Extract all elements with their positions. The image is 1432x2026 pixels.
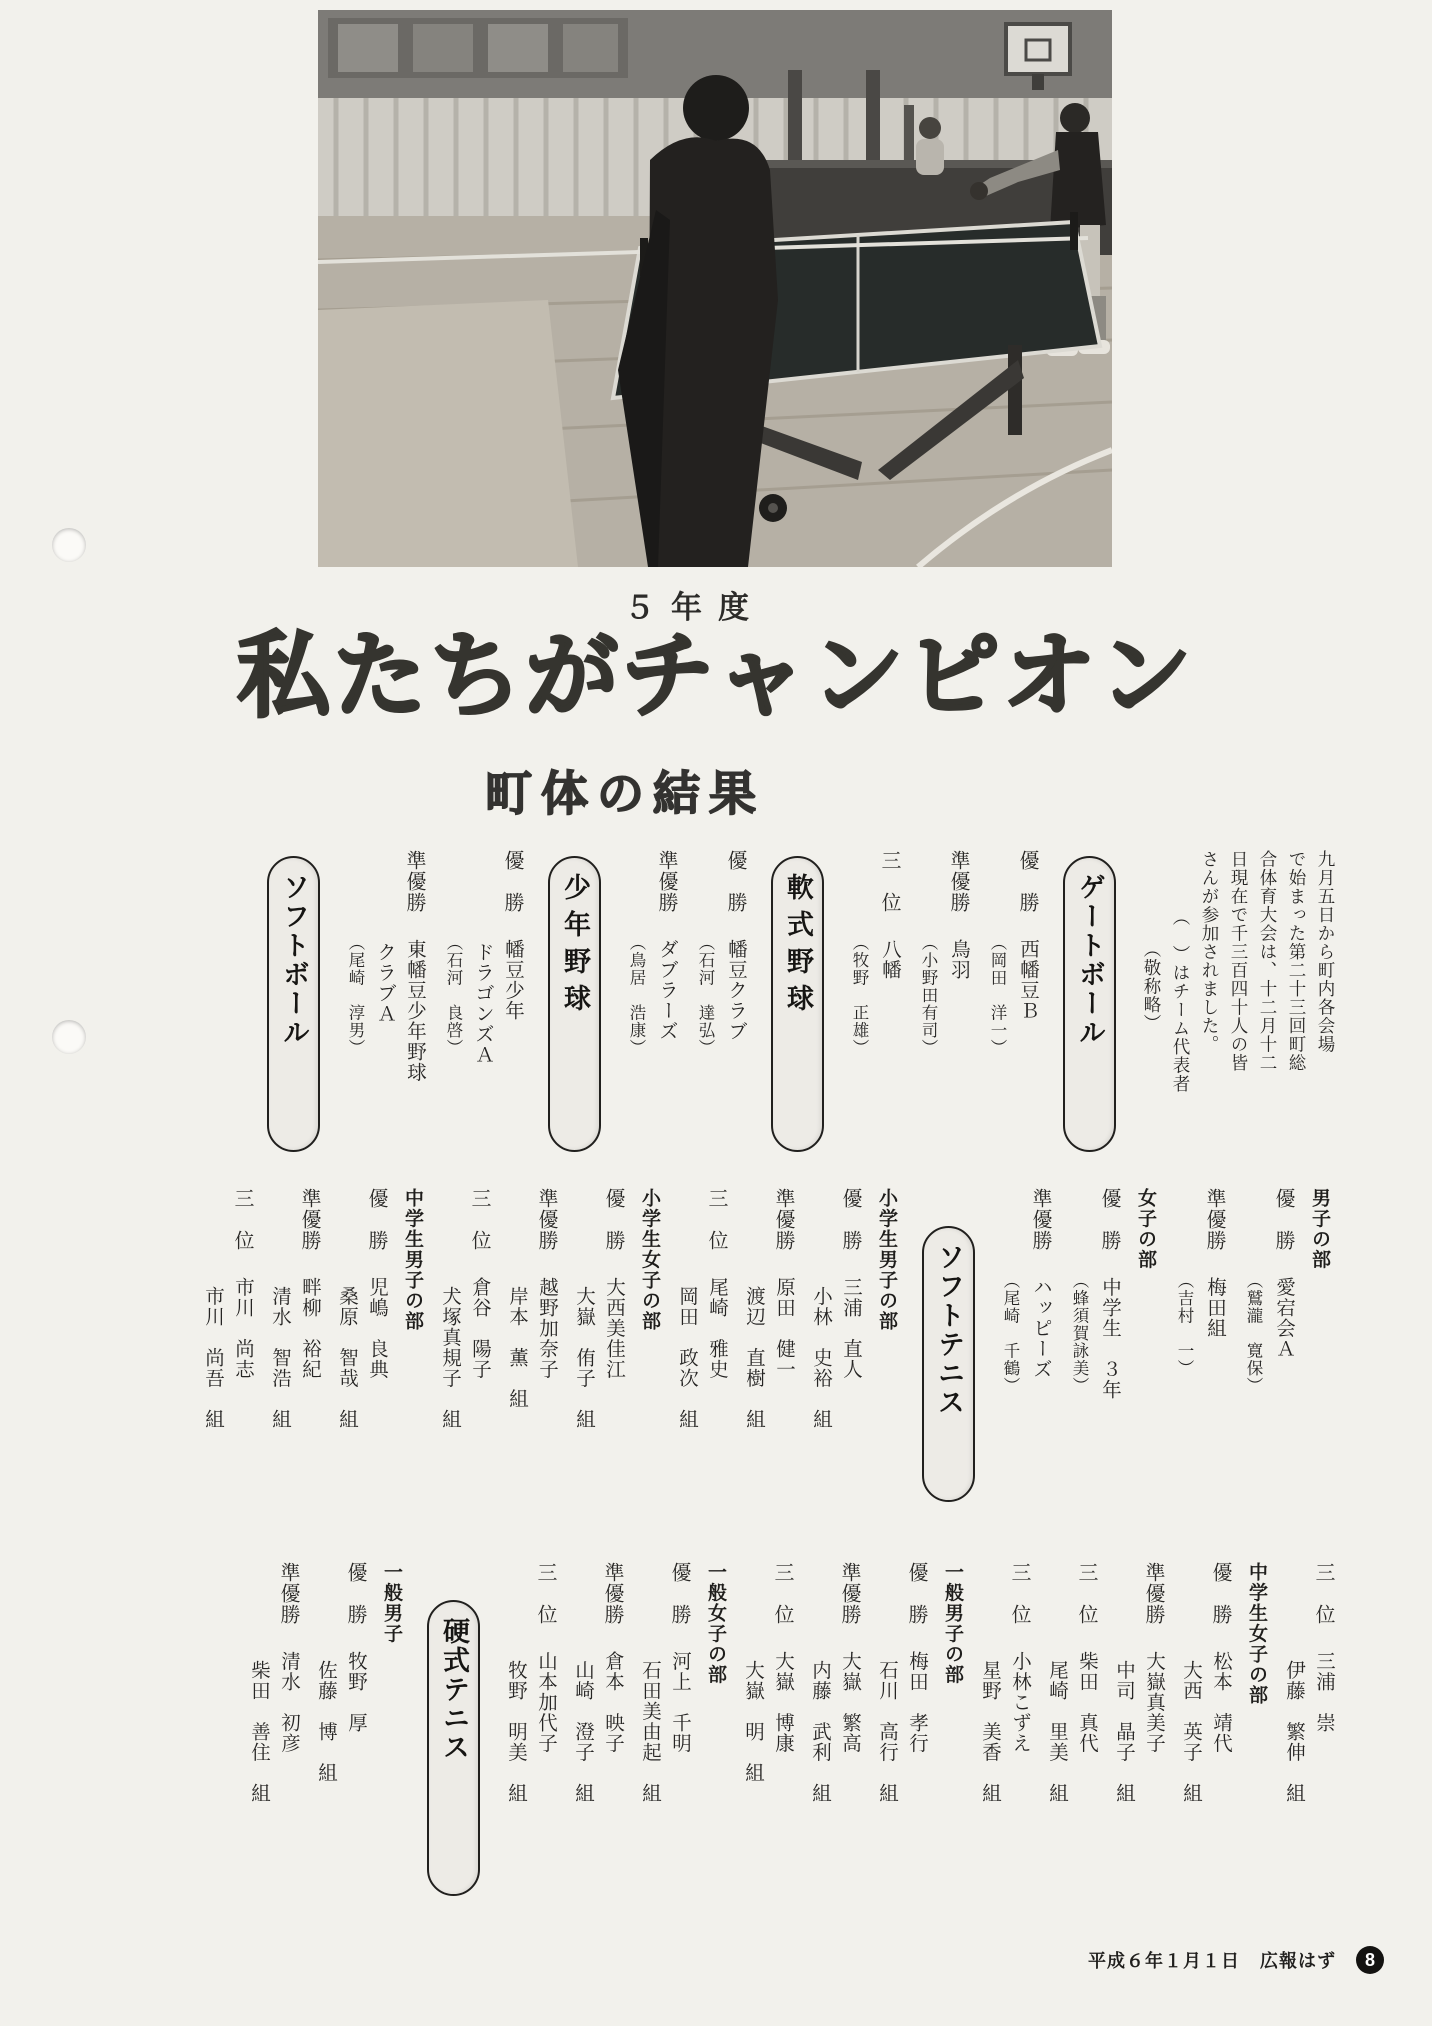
winner-name: 河上 千明: [669, 1651, 690, 1754]
rank-label: 三 位: [534, 1562, 556, 1625]
rank-label: 優 勝: [602, 1188, 624, 1251]
result-entry: [1268, 1188, 1298, 1502]
result-entry: [1025, 1188, 1055, 1502]
result-entry: [1004, 1562, 1034, 1896]
partner-name: 柴田 善住 組: [248, 1660, 269, 1804]
group-heading: 一般女子の部: [705, 1562, 726, 1685]
result-entry: [874, 850, 904, 1152]
result-entry: [1138, 1562, 1168, 1896]
rank-label: 三 位: [231, 1188, 253, 1251]
winner-name: 大嶽 博康: [772, 1651, 793, 1754]
page-footer: [1088, 1946, 1384, 1974]
rank-label: 準優勝: [1029, 1188, 1051, 1251]
winner-name: 東幡豆少年野球: [404, 939, 425, 1083]
winner-name: 畔柳 裕紀: [299, 1277, 320, 1380]
representative-name: （牧野 正雄）: [850, 934, 869, 1057]
rank-label: 準優勝: [947, 850, 969, 913]
rank-label: 優 勝: [724, 850, 746, 913]
rank-label: 準優勝: [655, 850, 677, 913]
partner-name: 牧野 明美 組: [505, 1660, 526, 1804]
rank-label: 三 位: [771, 1562, 793, 1625]
representative-name: （鷲瀧 寛保）: [1244, 1272, 1263, 1395]
winner-name: ハッピーズ: [1030, 1277, 1051, 1380]
partner-name: 岡田 政次 組: [676, 1286, 697, 1430]
rank-label: 優 勝: [1209, 1562, 1231, 1625]
result-entry: [1308, 1562, 1338, 1896]
result-entry: [597, 1562, 627, 1896]
rank-label: 三 位: [468, 1188, 490, 1251]
section-pill: 少年野球: [548, 856, 601, 1152]
rank-label: 三 位: [705, 1188, 727, 1251]
winner-name: 原田 健一: [773, 1277, 794, 1380]
footer-publication: 広報はず: [1260, 1951, 1336, 1971]
group-heading: 小学生男子の部: [876, 1188, 897, 1332]
representative-name: （尾崎 淳男）: [346, 934, 365, 1057]
winner-name: 幡豆クラブ: [725, 939, 746, 1042]
winner-name: 清水 初彦: [278, 1651, 299, 1754]
group-heading: 中学生男子の部: [402, 1188, 423, 1332]
result-entry: [768, 1188, 798, 1502]
punch-hole: [52, 528, 86, 562]
partner-name: 星野 美香 組: [979, 1660, 1000, 1804]
rank-label: 優 勝: [839, 1188, 861, 1251]
partner-name: 内藤 武利 組: [809, 1660, 830, 1804]
partner-name: 桑原 智哉 組: [336, 1286, 357, 1430]
winner-name: 三浦 崇: [1313, 1651, 1334, 1733]
winner-name: 大嶽 繁高: [839, 1651, 860, 1754]
result-entry: [273, 1562, 303, 1896]
rank-label: 三 位: [1312, 1562, 1334, 1625]
footer-date: 平成６年１月１日: [1088, 1951, 1240, 1971]
result-entry: [530, 1562, 560, 1896]
result-entry: [901, 1562, 931, 1896]
rank-label: 優 勝: [1098, 1188, 1120, 1251]
group-heading: 男子の部: [1309, 1188, 1330, 1270]
result-entry: [399, 850, 429, 1152]
result-entry: [1094, 1188, 1124, 1502]
group-heading: 小学生女子の部: [639, 1188, 660, 1332]
partner-name: 市川 尚吾 組: [202, 1286, 223, 1430]
rank-label: 三 位: [1075, 1562, 1097, 1625]
partner-name: 渡辺 直樹 組: [743, 1286, 764, 1430]
result-entry: [701, 1188, 731, 1502]
section-pill: ソフトボール: [267, 856, 320, 1152]
rank-label: 準優勝: [772, 1188, 794, 1251]
rank-label: 優 勝: [365, 1188, 387, 1251]
intro-line: （敬称略）: [1142, 940, 1162, 1033]
section-pill: 硬式テニス: [427, 1600, 480, 1896]
partner-name: 伊藤 繁伸 組: [1283, 1660, 1304, 1804]
result-entry: [361, 1188, 391, 1502]
result-entry: [720, 850, 750, 1152]
result-entry: [1199, 1188, 1229, 1502]
partner-name: 山崎 澄子 組: [572, 1660, 593, 1804]
result-entry: [464, 1188, 494, 1502]
representative-name: （岡田 洋一）: [988, 934, 1007, 1057]
partner-name: 犬塚真規子 組: [439, 1286, 460, 1430]
winner-name: 市川 尚志: [232, 1277, 253, 1380]
partner-name: 石川 高行 組: [876, 1660, 897, 1804]
winner-name: 鳥羽: [948, 939, 969, 980]
representative-name: （小野田有司）: [919, 934, 938, 1057]
group-heading: 中学生女子の部: [1246, 1562, 1267, 1706]
rank-label: 優 勝: [501, 850, 523, 913]
representative-name: （石河 達弘）: [696, 934, 715, 1057]
representative-name: （吉村 一）: [1175, 1272, 1194, 1377]
rank-label: 優 勝: [905, 1562, 927, 1625]
winner-name: 大西美佳江: [603, 1277, 624, 1380]
representative-name: （蜂須賀詠美）: [1070, 1272, 1089, 1395]
page-number-badge: 8: [1356, 1946, 1384, 1974]
page-title: 私たちがチャンピオン: [237, 624, 1195, 728]
winner-name: 松本 靖代: [1210, 1651, 1231, 1754]
representative-name: （尾崎 千鶴）: [1001, 1272, 1020, 1395]
result-entry: [1205, 1562, 1235, 1896]
winner-name: 幡豆少年: [502, 939, 523, 1021]
result-entry: [943, 850, 973, 1152]
intro-line: （ ）はチーム代表者: [1171, 908, 1191, 1093]
winner-name: 愛宕会Ａ: [1273, 1277, 1294, 1359]
result-entry: [664, 1562, 694, 1896]
intro-line: さんが参加されました。: [1200, 850, 1220, 1054]
partner-name: 大嶽 侑子 組: [573, 1286, 594, 1430]
result-entry: [340, 1562, 370, 1896]
rank-label: 三 位: [878, 850, 900, 913]
partner-name: 岸本 薫 組: [506, 1286, 527, 1409]
result-entry: [767, 1562, 797, 1896]
group-heading: 一般男子: [381, 1562, 402, 1644]
rank-label: 準優勝: [1203, 1188, 1225, 1251]
result-entry: [834, 1562, 864, 1896]
representative-name: （石河 良啓）: [444, 934, 463, 1057]
result-entry: [497, 850, 527, 1152]
rank-label: 準優勝: [403, 850, 425, 913]
rank-label: 三 位: [1008, 1562, 1030, 1625]
fiscal-year-label: ５年度: [624, 590, 765, 625]
partner-name: 石田美由起 組: [639, 1660, 660, 1804]
partner-name: 小林 史裕 組: [810, 1286, 831, 1430]
results-band-bottom: [88, 1562, 1340, 1896]
winner-name: 倉谷 陽子: [469, 1277, 490, 1380]
result-entry: [531, 1188, 561, 1502]
partner-name: 中司 晶子 組: [1113, 1660, 1134, 1804]
representative-name: （鳥居 浩康）: [627, 934, 646, 1057]
winner-name: 尾崎 雅史: [706, 1277, 727, 1380]
winner-name: 西幡豆Ｂ: [1017, 939, 1038, 1021]
partner-name: 大西 英子 組: [1180, 1660, 1201, 1804]
section-pill: ゲートボール: [1063, 856, 1116, 1152]
rank-label: 準優勝: [1142, 1562, 1164, 1625]
page-subtitle: 町体の結果: [485, 767, 765, 820]
winner-name: 八幡: [879, 939, 900, 980]
winner-name: 柴田 真代: [1076, 1651, 1097, 1754]
punch-hole: [52, 1020, 86, 1054]
winner-name: 梅田組: [1204, 1277, 1225, 1339]
rank-label: 準優勝: [601, 1562, 623, 1625]
section-pill: 軟式野球: [771, 856, 824, 1152]
partner-name: 佐藤 博 組: [315, 1660, 336, 1783]
intro-line: 日現在で千三百四十人の皆: [1229, 850, 1249, 1072]
winner-name: 三浦 直人: [840, 1277, 861, 1380]
rank-label: 優 勝: [1272, 1188, 1294, 1251]
intro-line: 九月五日から町内各会場: [1316, 850, 1336, 1054]
result-entry: [227, 1188, 257, 1502]
group-heading: 女子の部: [1135, 1188, 1156, 1270]
partner-name: 尾崎 里美 組: [1046, 1660, 1067, 1804]
winner-name: 大嶽真美子: [1143, 1651, 1164, 1754]
result-entry: [1012, 850, 1042, 1152]
rank-label: 準優勝: [298, 1188, 320, 1251]
winner-name: ダブラーズ: [656, 939, 677, 1042]
rank-label: 優 勝: [1016, 850, 1038, 913]
results-band-top: [88, 850, 1340, 1152]
table-tennis-scene: [318, 10, 1112, 567]
results-band-middle: [88, 1188, 1340, 1502]
rank-label: 優 勝: [668, 1562, 690, 1625]
article-photo: [318, 10, 1112, 567]
result-entry: [294, 1188, 324, 1502]
section-pill: ソフトテニス: [922, 1226, 975, 1502]
winner-name: 児嶋 良典: [366, 1277, 387, 1380]
winner-name: 山本加代子: [535, 1651, 556, 1754]
winner-name: 牧野 厚: [345, 1651, 366, 1733]
partner-name: 大嶽 明 組: [742, 1660, 763, 1783]
winner-name: 小林こずえ: [1009, 1651, 1030, 1754]
result-entry: [1071, 1562, 1101, 1896]
result-entry: [598, 1188, 628, 1502]
team-name-continued: ドラゴンズＡ: [472, 942, 493, 1065]
winner-name: 梅田 孝行: [906, 1651, 927, 1754]
winner-name: 越野加奈子: [536, 1277, 557, 1380]
partner-name: 清水 智浩 組: [269, 1286, 290, 1430]
intro-line: で始まった第二十三回町総: [1287, 850, 1307, 1072]
result-entry: [651, 850, 681, 1152]
intro-line: 合体育大会は、十二月十二: [1258, 850, 1278, 1072]
group-heading: 一般男子の部: [942, 1562, 963, 1685]
rank-label: 優 勝: [344, 1562, 366, 1625]
rank-label: 準優勝: [838, 1562, 860, 1625]
winner-name: 倉本 映子: [602, 1651, 623, 1754]
rank-label: 準優勝: [535, 1188, 557, 1251]
rank-label: 準優勝: [277, 1562, 299, 1625]
team-name-continued: クラブＡ: [374, 942, 395, 1024]
winner-name: 中学生 ３年: [1099, 1277, 1120, 1400]
result-entry: [835, 1188, 865, 1502]
